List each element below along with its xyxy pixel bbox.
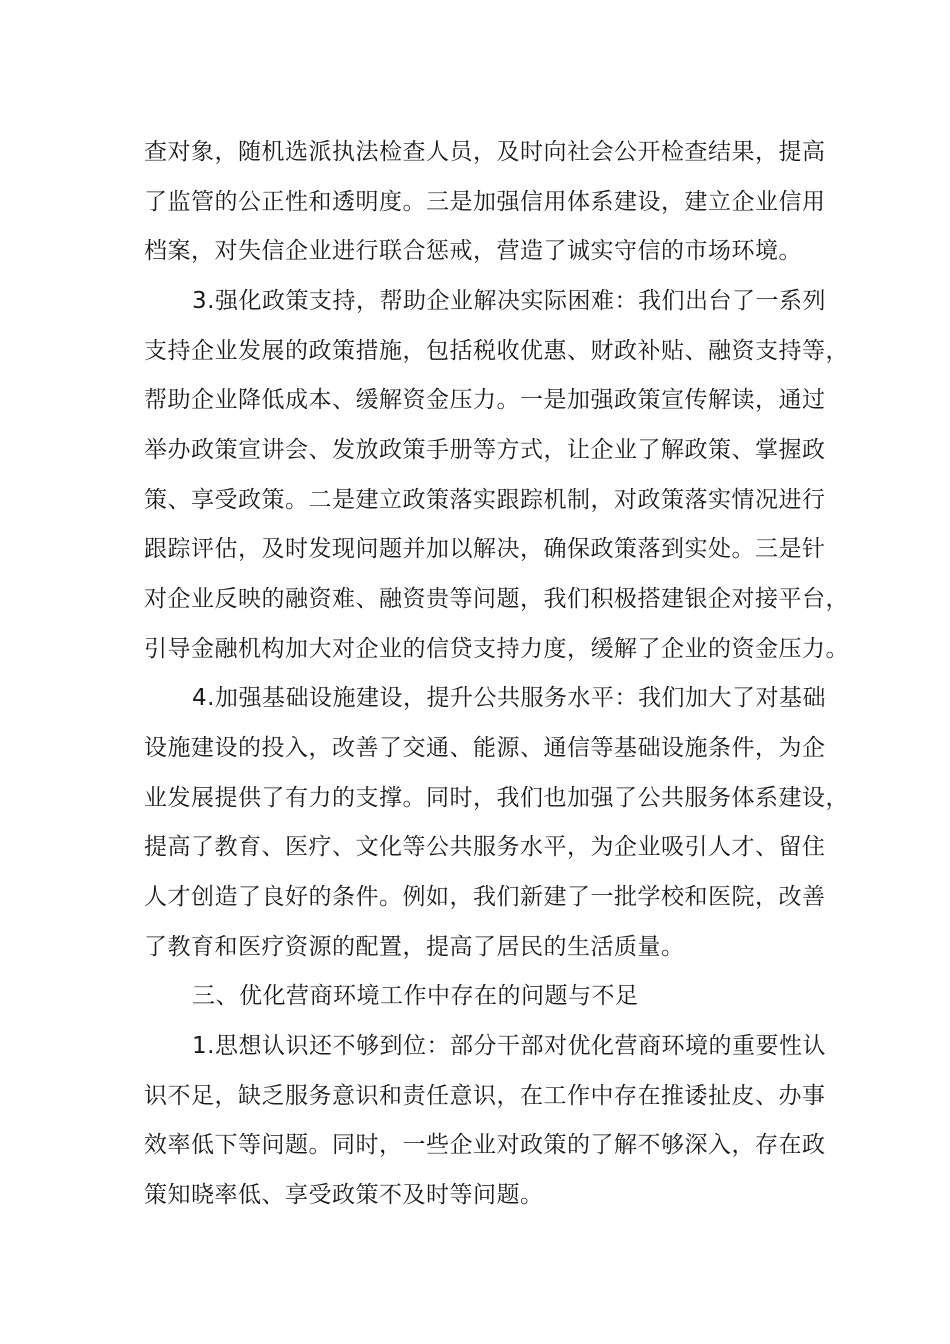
section-heading: 三、优化营商环境工作中存在的问题与不足 — [192, 983, 639, 1009]
text-line: 业发展提供了有力的支撑。同时，我们也加强了公共服务体系建设， — [144, 785, 849, 811]
text-line: 档案，对失信企业进行联合惩戒，营造了诚实守信的市场环境。 — [144, 238, 802, 264]
text-line: 人才创造了良好的条件。例如，我们新建了一批学校和医院，改善 — [144, 884, 826, 910]
text-line: 引导金融机构加大对企业的信贷支持力度，缓解了企业的资金压力。 — [144, 636, 849, 662]
text-line: 了教育和医疗资源的配置，提高了居民的生活质量。 — [144, 934, 685, 960]
text-line: 支持企业发展的政策措施，包括税收优惠、财政补贴、融资支持等， — [144, 338, 849, 364]
text-line: 策、享受政策。二是建立政策落实跟踪机制，对政策落实情况进行 — [144, 487, 826, 513]
paragraph-heading-3: 3.强化政策支持，帮助企业解决实际困难：我们出台了一系列 — [192, 288, 826, 314]
text-line: 效率低下等问题。同时，一些企业对政策的了解不够深入，存在政 — [144, 1132, 826, 1158]
paragraph-heading-4: 4.加强基础设施建设，提升公共服务水平：我们加大了对基础 — [192, 685, 826, 711]
text-line: 策知晓率低、享受政策不及时等问题。 — [144, 1182, 544, 1208]
text-line: 举办政策宣讲会、发放政策手册等方式，让企业了解政策、掌握政 — [144, 437, 826, 463]
text-line: 了监管的公正性和透明度。三是加强信用体系建设，建立企业信用 — [144, 189, 826, 215]
text-line: 识不足，缺乏服务意识和责任意识，在工作中存在推诿扯皮、办事 — [144, 1083, 826, 1109]
text-line: 对企业反映的融资难、融资贵等问题，我们积极搭建银企对接平台， — [144, 586, 849, 612]
text-line: 提高了教育、医疗、文化等公共服务水平，为企业吸引人才、留住 — [144, 834, 826, 860]
text-line: 帮助企业降低成本、缓解资金压力。一是加强政策宣传解读，通过 — [144, 387, 826, 413]
text-line: 跟踪评估，及时发现问题并加以解决，确保政策落到实处。三是针 — [144, 536, 826, 562]
text-line: 查对象，随机选派执法检查人员，及时向社会公开检查结果，提高 — [144, 139, 826, 165]
paragraph-heading-1: 1.思想认识还不够到位：部分干部对优化营商环境的重要性认 — [192, 1033, 826, 1059]
text-line: 设施建设的投入，改善了交通、能源、通信等基础设施条件，为企 — [144, 735, 826, 761]
